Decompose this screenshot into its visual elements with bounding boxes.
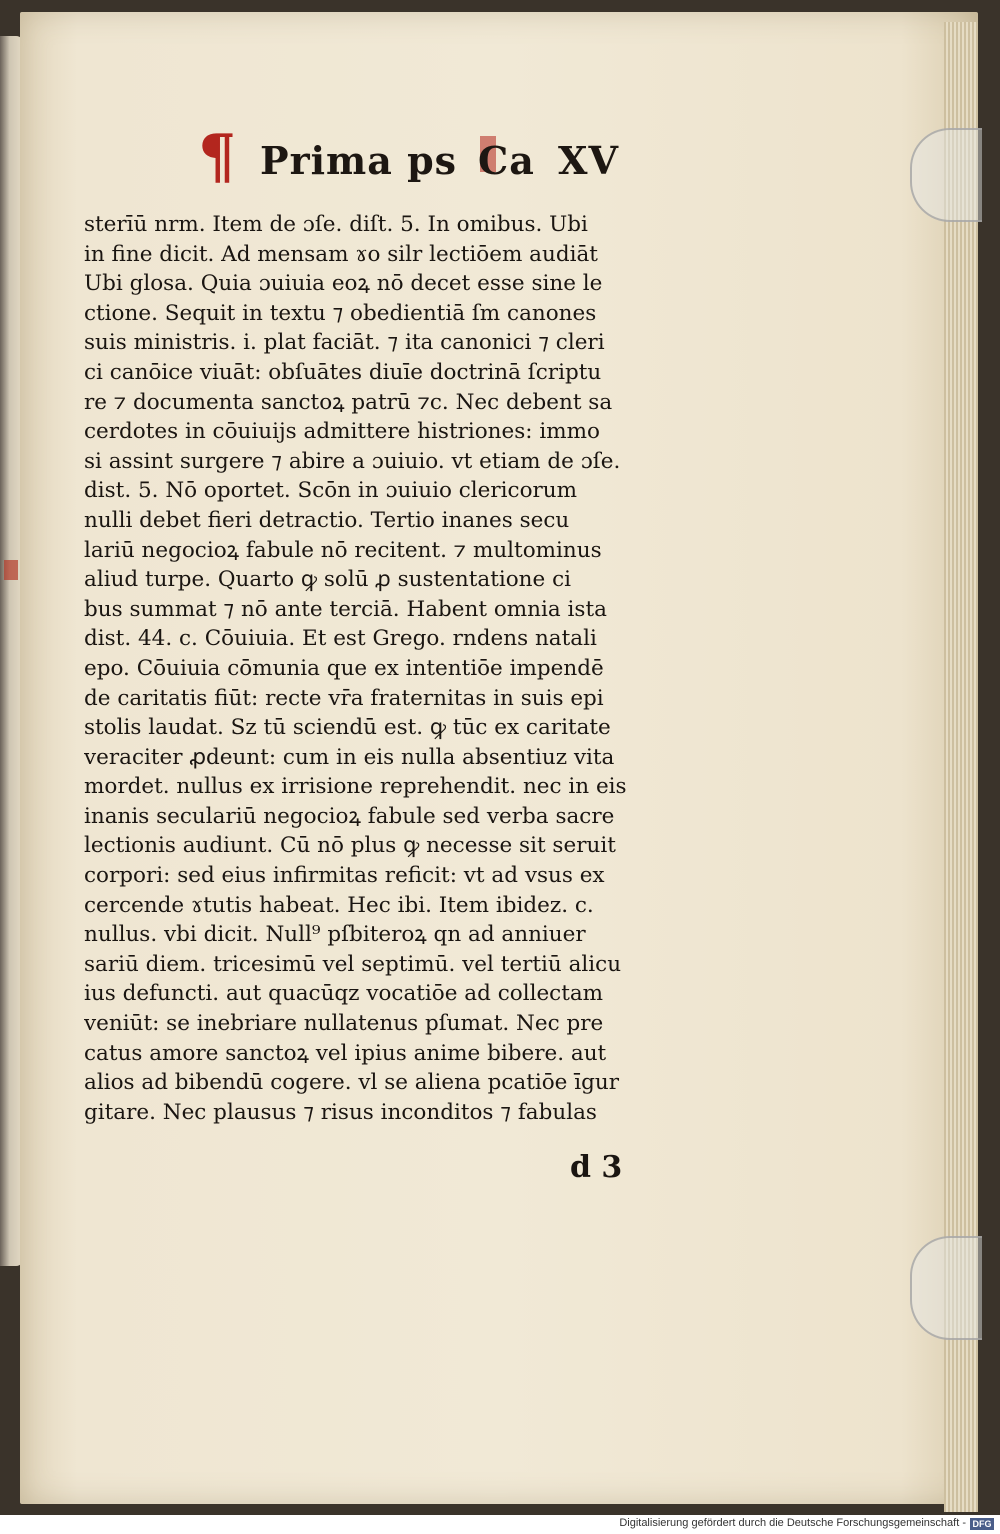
text-line: gitare. Nec plausus ⁊ risus inconditos ⁊ fabulas [84, 1099, 597, 1125]
text-line: si assint surgere ⁊ abire a ɔuiuio. vt etiam de ɔſe. [84, 448, 621, 474]
text-line: sterīū nrm. Item de ɔſe. diſt. 5. In omibus. Ubi [84, 212, 588, 237]
dfg-logo: DFG [970, 1518, 994, 1530]
text-line: suis ministris. i. plat faciāt. ⁊ ita canonici ⁊ cleri [84, 330, 605, 356]
text-line: veraciter ꝓdeunt: cum in eis nulla absentiuz vita [84, 744, 615, 770]
text-line: Ubi glosa. Quia ɔuiuia eoꝝ nō decet esse sine le [84, 271, 603, 297]
header-chapter-number: XV [558, 138, 619, 183]
text-line: aliud turpe. Quarto ꝙ solū ꝓ sustentatione ci [84, 567, 571, 593]
signature-mark: d 3 [570, 1150, 623, 1185]
running-header [198, 122, 668, 198]
header-chapter: Ca [478, 138, 535, 183]
text-line: lectionis audiunt. Cū nō plus ꝙ necesse sit seruit [84, 833, 616, 859]
rubric-pilcrow-icon: ¶ [198, 122, 238, 192]
text-line: nulli debet fieri detractio. Tertio inanes secu [84, 507, 570, 533]
text-line: nullus. vbi dicit. Null⁹ pſbiteroꝝ qn ad anniuer [84, 922, 586, 948]
footer-bar [0, 1515, 1000, 1534]
header-title: Prima ps [260, 138, 458, 183]
text-line: lariū negocioꝝ fabule nō recitent. ⁊ multominus [84, 537, 602, 563]
page-clip-top [910, 128, 982, 222]
text-line: cercende ɤtutis habeat. Hec ibi. Item ibidez. c. [84, 892, 594, 918]
text-line: in fine dicit. Ad mensam ɤo silr lectiōem audiāt [84, 241, 598, 267]
footer-credit: Digitalisierung gefördert durch die Deutsche Forschungsgemeinschaft - [619, 1517, 966, 1529]
facing-page-rubric [4, 560, 18, 580]
page-clip-bottom [910, 1236, 982, 1340]
text-line: sariū diem. tricesimū vel septimū. vel tertiū alicu [84, 951, 622, 977]
text-line: catus amore sanctoꝝ vel ipius anime bibere. aut [84, 1040, 607, 1066]
text-line: ci canōice viuāt: obſuātes diuīe doctrinā ſcriptu [84, 359, 602, 385]
text-line: de caritatis fiūt: recte vr̄a fraternitas in suis epi [84, 685, 604, 711]
text-line: corpori: sed eius infirmitas reficit: vt ad vsus ex [84, 863, 605, 889]
text-line: veniūt: se inebriare nullatenus pſumat. Nec pre [84, 1011, 604, 1037]
text-line: re ⁊ documenta sanctoꝝ patrū ⁊c. Nec debent sa [84, 389, 613, 415]
text-line: alios ad bibendū cogere. vl se aliena pcatiōe īgur [84, 1070, 620, 1096]
text-line: dist. 5. Nō oportet. Scōn in ɔuiuio clericorum [84, 478, 578, 504]
text-line: bus summat ⁊ nō ante terciā. Habent omnia ista [84, 596, 607, 622]
text-line: mordet. nullus ex irrisione reprehendit. nec in eis [84, 774, 627, 800]
text-line: stolis laudat. Sz tū sciendū est. ꝙ tūc ex caritate [84, 715, 611, 741]
text-line: dist. 44. c. Cōuiuia. Et est Grego. rndens natali [84, 626, 597, 652]
text-line: ctione. Sequit in textu ⁊ obedientiā ſm canones [84, 300, 597, 326]
text-line: epo. Cōuiuia cōmunia que ex intentiōe impendē [84, 655, 604, 681]
text-line: ius defuncti. aut quacūqz vocatiōe ad collectam [84, 981, 604, 1007]
text-line: cerdotes in cōuiuijs admittere histriones: immo [84, 419, 600, 445]
main-text-block [84, 210, 684, 1127]
text-line: inanis seculariū negocioꝝ fabule sed verba sacre [84, 803, 615, 829]
